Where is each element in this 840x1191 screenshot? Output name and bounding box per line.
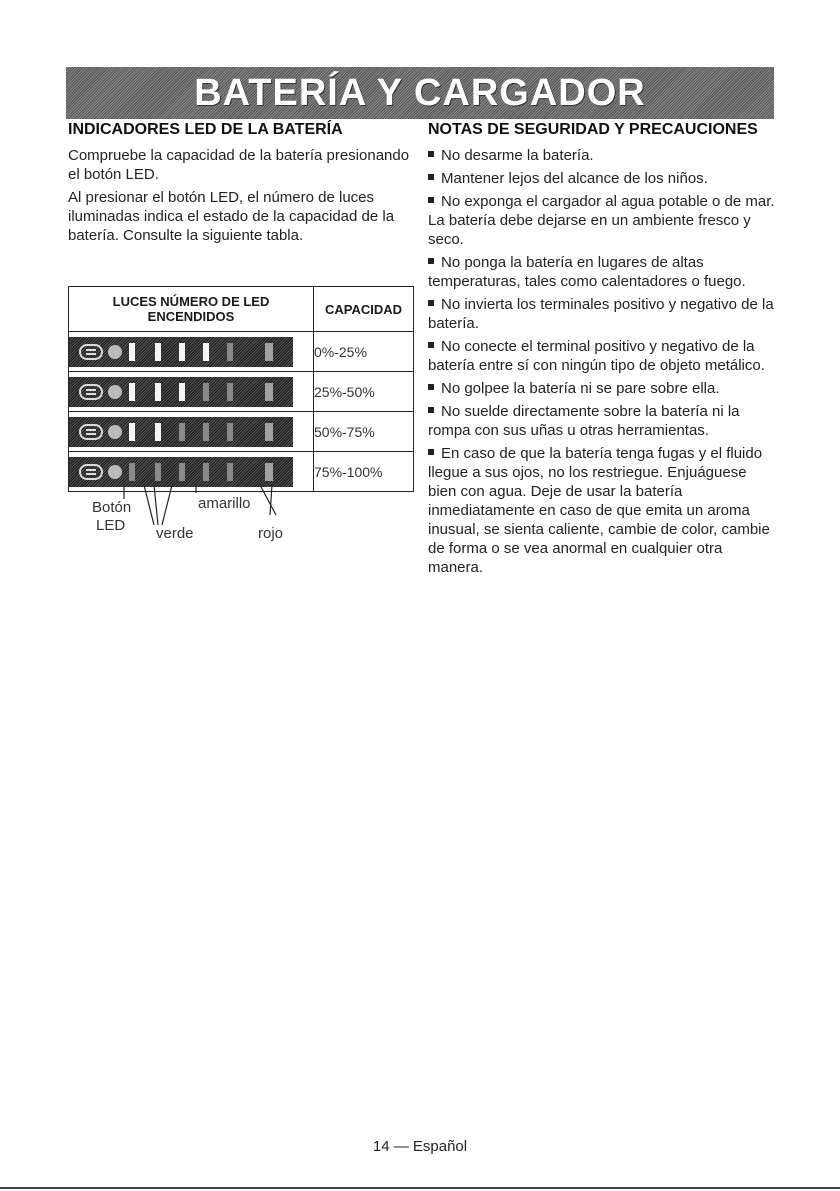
paragraph: Compruebe la capacidad de la batería presionando el botón LED.: [68, 147, 410, 183]
led-bar: [129, 343, 135, 361]
table-row: [69, 412, 414, 452]
bottom-divider: [0, 1187, 840, 1189]
led-bar: [129, 423, 135, 441]
led-indicator-graphic: [69, 417, 293, 447]
led-bar: [227, 343, 233, 361]
led-bar: [203, 383, 209, 401]
header-lights: LUCES NÚMERO DE LED ENCENDIDOS: [69, 287, 314, 332]
led-button-dot: [108, 385, 122, 399]
led-bar: [179, 343, 185, 361]
safety-notes-section: [428, 120, 778, 581]
bullet-icon: [428, 384, 434, 390]
table-row: [69, 372, 414, 412]
led-indicator-graphic: [69, 457, 293, 487]
led-bar: [155, 423, 161, 441]
battery-button-icon: [79, 344, 103, 360]
table-row: [69, 332, 414, 372]
bullet-icon: [428, 258, 434, 264]
safety-notes-heading: NOTAS DE SEGURIDAD Y PRECAUCIONES: [428, 121, 758, 138]
callout-green-label: verde: [156, 525, 194, 542]
led-bar: [227, 463, 233, 481]
led-indicators-section: [68, 120, 413, 249]
led-indicator-graphic: [69, 337, 293, 367]
header-capacity: CAPACIDAD: [314, 287, 414, 332]
list-item: No exponga el cargador al agua potable o de mar. La batería debe dejarse en un ambiente fresco y seco.: [428, 193, 775, 248]
callout-yellow-label: amarillo: [198, 495, 251, 512]
led-bar: [203, 343, 209, 361]
led-bar: [227, 383, 233, 401]
list-item: No desarme la batería.: [428, 146, 778, 165]
led-bar: [129, 383, 135, 401]
led-callouts: [68, 485, 328, 555]
bullet-icon: [428, 174, 434, 180]
led-bar: [155, 383, 161, 401]
led-bar: [179, 383, 185, 401]
led-bar-red: [265, 463, 273, 481]
capacity-value: 25%-50%: [314, 372, 414, 412]
list-item: No golpee la batería ni se pare sobre ella.: [428, 379, 778, 398]
led-bar-red: [265, 383, 273, 401]
led-bar-red: [265, 423, 273, 441]
led-bar: [203, 423, 209, 441]
bullet-icon: [428, 300, 434, 306]
led-button-dot: [108, 465, 122, 479]
section-title: BATERÍA Y CARGADOR: [194, 71, 646, 114]
bullet-icon: [428, 151, 434, 157]
bullet-icon: [428, 197, 434, 203]
led-bar: [179, 463, 185, 481]
led-button-dot: [108, 345, 122, 359]
battery-button-icon: [79, 464, 103, 480]
list-item: No conecte el terminal positivo y negativo de la batería entre sí con ningún tipo de objeto metálico.: [428, 338, 765, 374]
list-item: No invierta los terminales positivo y negativo de la batería.: [428, 296, 774, 332]
section-banner: [66, 67, 774, 119]
led-bar: [203, 463, 209, 481]
paragraph: Al presionar el botón LED, el número de luces iluminadas indica el estado de la capacidad de la batería. Consulte la siguiente tabla.: [68, 189, 395, 244]
led-bar: [227, 423, 233, 441]
callout-led-label: LED: [96, 517, 126, 534]
capacity-value: 75%-100%: [314, 452, 414, 492]
list-item: En caso de que la batería tenga fugas y el fluido llegue a sus ojos, no los restriegue. Enjuáguese bien con agua. Deje de usar la batería inmediatamente en caso de que emita un aroma inusual, se sienta caliente, cambie de color, cambie de forma o se vea anormal en cualquier otra manera.: [428, 445, 770, 576]
battery-button-icon: [79, 424, 103, 440]
bullet-icon: [428, 407, 434, 413]
led-indicator-graphic: [69, 377, 293, 407]
led-bar: [179, 423, 185, 441]
list-item: No ponga la batería en lugares de altas temperaturas, tales como calentadores o fuego.: [428, 254, 746, 290]
callout-button-label: Botón: [92, 499, 132, 516]
battery-button-icon: [79, 384, 103, 400]
list-item: Mantener lejos del alcance de los niños.: [428, 169, 778, 188]
led-bar-red: [265, 343, 273, 361]
led-bar: [129, 463, 135, 481]
led-bar: [155, 343, 161, 361]
bullet-icon: [428, 449, 434, 455]
led-bar: [155, 463, 161, 481]
led-button-dot: [108, 425, 122, 439]
page-footer: 14 — Español: [372, 1138, 468, 1155]
list-item: No suelde directamente sobre la batería ni la rompa con sus uñas u otras herramientas.: [428, 403, 740, 439]
capacity-value: 0%-25%: [314, 332, 414, 372]
led-indicators-heading: INDICADORES LED DE LA BATERÍA: [68, 121, 343, 138]
led-capacity-table: [68, 286, 414, 492]
capacity-value: 50%-75%: [314, 412, 414, 452]
bullet-icon: [428, 342, 434, 348]
callout-red-label: rojo: [258, 525, 284, 542]
